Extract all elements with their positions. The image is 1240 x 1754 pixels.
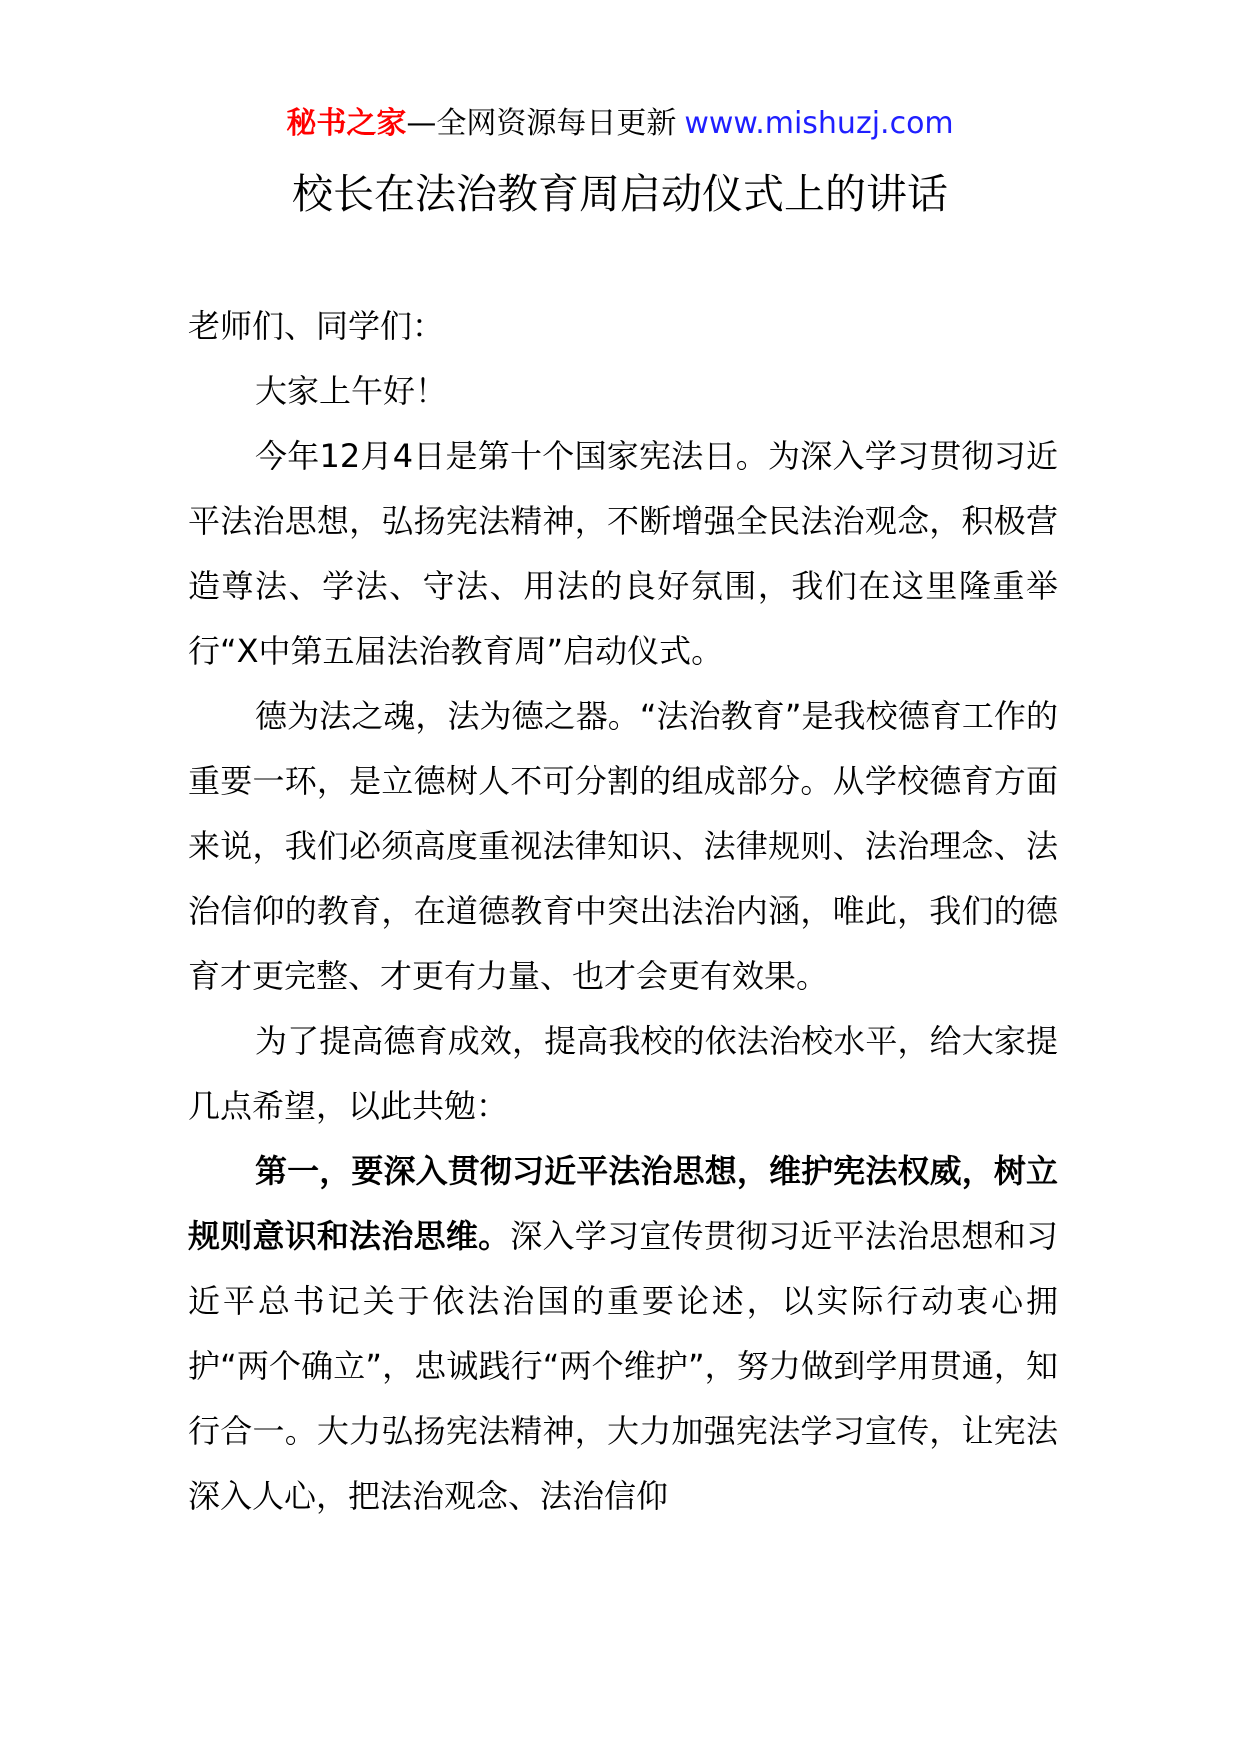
site-banner xyxy=(0,100,1240,148)
site-url-link[interactable]: www.mishuzj.com xyxy=(684,106,954,141)
paragraph-2: 德为法之魂，法为德之器。“法治教育”是我校德育工作的重要一环，是立德树人不可分割的组成部分。从学校德育方面来说，我们必须高度重视法律知识、法律规则、法治理念、法治信仰的教育，在道德教育中突出法治内涵，唯此，我们的德育才更完整、才更有力量、也才会更有效果。 xyxy=(188,697,1058,995)
point-one-text: 深入学习宣传贯彻习近平法治思想和习近平总书记关于依法治国的重要论述，以实际行动衷心拥护“两个确立”，忠诚践行“两个维护”，努力做到学用贯通，知行合一。大力弘扬宪法精神，大力加强宪法学习宣传，让宪法深入人心，把法治观念、法治信仰 xyxy=(188,1217,1058,1515)
paragraph-3: 为了提高德育成效，提高我校的依法治校水平，给大家提几点希望，以此共勉： xyxy=(188,1022,1058,1125)
paragraph-4 xyxy=(188,1139,1058,1529)
paragraph-1: 今年12月4日是第十个国家宪法日。为深入学习贯彻习近平法治思想，弘扬宪法精神，不断增强全民法治观念，积极营造尊法、学法、守法、用法的良好氛围，我们在这里隆重举行“X中第五届法治教育周”启动仪式。 xyxy=(188,437,1058,670)
greeting: 大家上午好！ xyxy=(255,372,448,410)
salutation: 老师们、同学们： xyxy=(188,307,445,345)
document-body xyxy=(188,294,1058,1529)
document-title: 校长在法治教育周启动仪式上的讲话 xyxy=(292,170,948,218)
point-one-lead: 第一，要深入贯彻习近平法治思想，维护宪法权威，树立规则意识和法治思维。 xyxy=(188,1152,1058,1255)
banner-tagline: —全网资源每日更新 xyxy=(406,106,677,141)
brand-name: 秘书之家 xyxy=(286,106,407,141)
